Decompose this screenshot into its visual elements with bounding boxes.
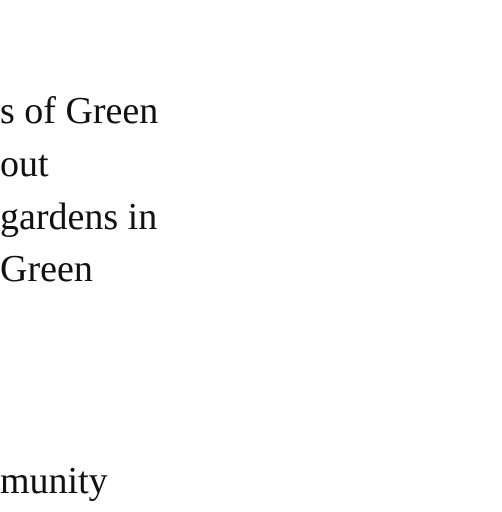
text-line-green: Green [0,248,93,290]
text-line-gardens-in: gardens in [0,196,158,238]
text-line-community: munity [0,460,108,502]
text-line-about: out [0,143,49,185]
text-line-shades-of-green: s of Green [0,90,159,132]
